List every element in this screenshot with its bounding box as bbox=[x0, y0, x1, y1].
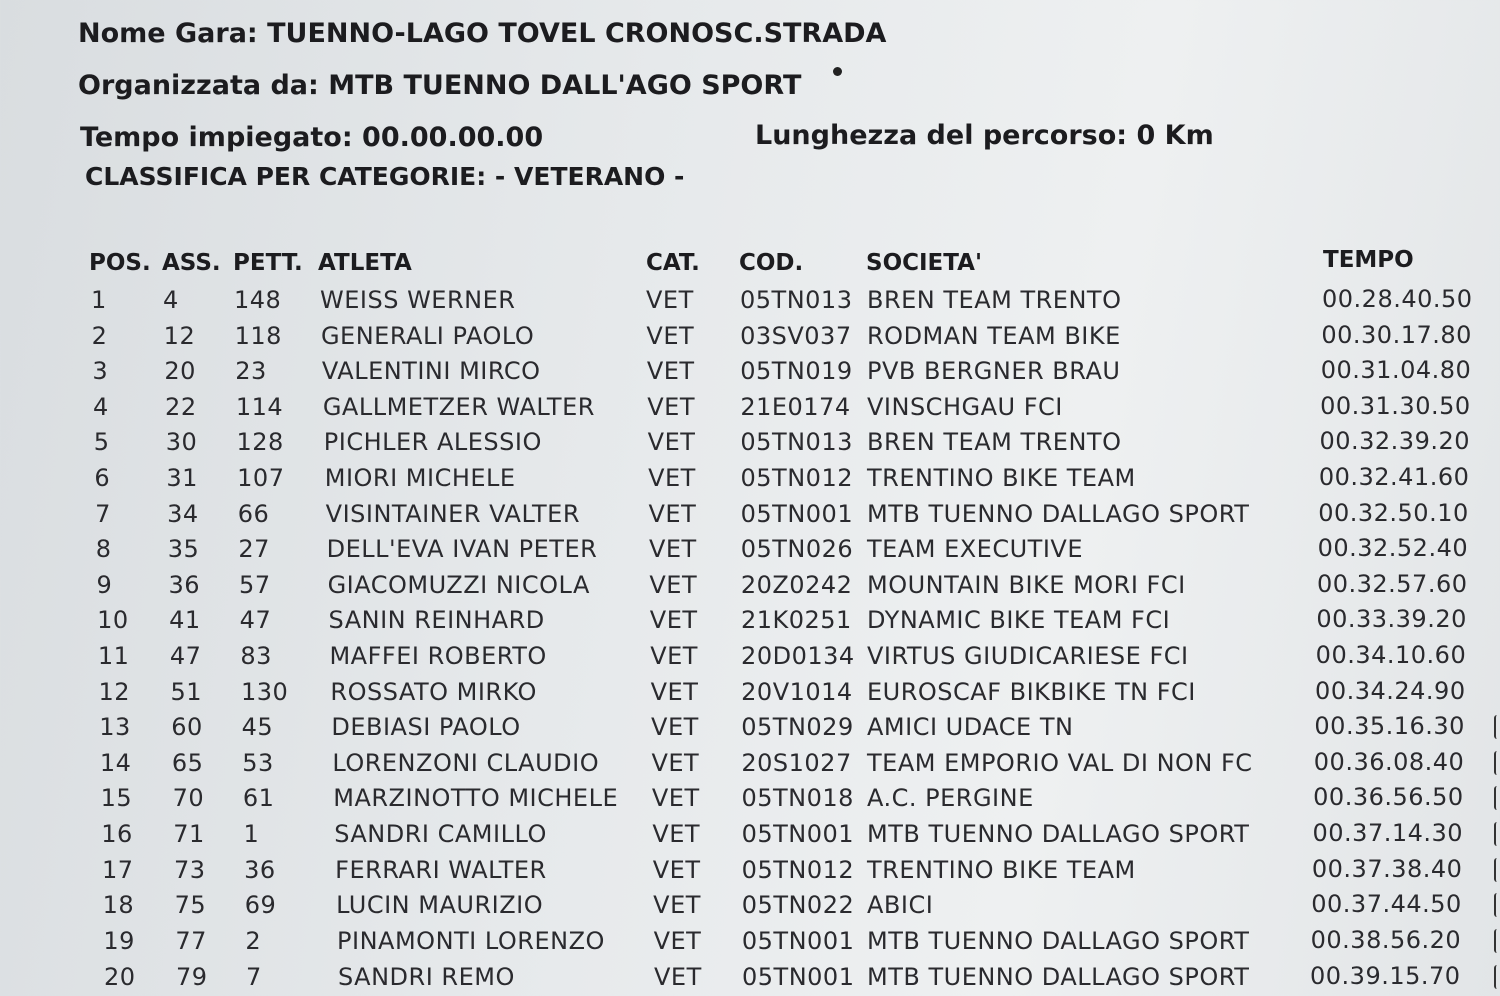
course-length: Lunghezza del percorso: 0 Km bbox=[755, 120, 1214, 151]
cell-ass: 65 bbox=[171, 748, 204, 777]
cell-cat: VET bbox=[651, 713, 699, 742]
cell-cod: 05TN019 bbox=[740, 357, 853, 386]
cell-pett: 53 bbox=[242, 748, 274, 777]
cell-pos: 17 bbox=[101, 855, 134, 884]
cell-pett: 107 bbox=[237, 464, 285, 493]
cell-pos: 8 bbox=[95, 535, 112, 564]
cell-pos: 15 bbox=[100, 784, 133, 813]
cell-cat: VET bbox=[647, 428, 696, 457]
cell-cod: 05TN018 bbox=[741, 784, 854, 813]
cell-pos: 20 bbox=[104, 962, 136, 991]
cut-off-column-mark bbox=[1494, 786, 1500, 810]
cell-ass: 41 bbox=[169, 606, 201, 635]
cell-ass: 75 bbox=[174, 891, 207, 920]
cell-cod: 05TN013 bbox=[740, 428, 853, 457]
col-header-cat: CAT. bbox=[646, 250, 700, 276]
cell-societa: VINSCHGAU FCI bbox=[867, 392, 1063, 421]
cell-pos: 6 bbox=[94, 464, 111, 493]
cell-ass: 12 bbox=[163, 321, 196, 350]
cell-tempo: 00.33.39.20 bbox=[1316, 605, 1467, 634]
cell-tempo: 00.37.44.50 bbox=[1311, 890, 1462, 919]
cell-atleta: SANDRI REMO bbox=[338, 962, 515, 991]
cell-societa: TRENTINO BIKE TEAM bbox=[867, 855, 1136, 884]
cell-pett: 83 bbox=[240, 642, 272, 671]
cell-cat: VET bbox=[648, 535, 697, 564]
cell-societa: MTB TUENNO DALLAGO SPORT bbox=[867, 820, 1250, 849]
cell-cod: 05TN013 bbox=[740, 286, 853, 314]
cut-off-column-mark bbox=[1494, 822, 1500, 846]
col-header-atleta: ATLETA bbox=[318, 250, 412, 276]
cell-cat: VET bbox=[651, 784, 700, 813]
col-header-ass: ASS. bbox=[162, 250, 221, 276]
cell-ass: 4 bbox=[163, 286, 179, 314]
cell-ass: 34 bbox=[167, 499, 199, 528]
cell-pos: 19 bbox=[103, 926, 135, 955]
cell-atleta: SANIN REINHARD bbox=[328, 606, 545, 635]
cell-tempo: 00.28.40.50 bbox=[1322, 285, 1473, 313]
cell-cat: VET bbox=[654, 962, 702, 991]
cell-cat: VET bbox=[651, 748, 700, 777]
cell-pos: 11 bbox=[97, 642, 130, 671]
cell-atleta: LORENZONI CLAUDIO bbox=[332, 748, 600, 777]
cell-atleta: DEBIASI PAOLO bbox=[331, 713, 521, 742]
cell-cod: 05TN022 bbox=[741, 891, 855, 920]
cell-tempo: 00.36.08.40 bbox=[1313, 747, 1465, 776]
cell-cod: 05TN001 bbox=[741, 926, 855, 955]
cell-cod: 05TN001 bbox=[740, 499, 854, 528]
cell-ass: 36 bbox=[168, 570, 201, 599]
cell-cat: VET bbox=[653, 926, 702, 955]
cell-tempo: 00.35.16.30 bbox=[1314, 712, 1465, 741]
cell-ass: 60 bbox=[171, 713, 203, 742]
cell-societa: MOUNTAIN BIKE MORI FCI bbox=[867, 570, 1186, 599]
cell-atleta: SANDRI CAMILLO bbox=[334, 820, 547, 849]
cell-tempo: 00.31.30.50 bbox=[1320, 391, 1471, 420]
cell-pos: 4 bbox=[93, 392, 109, 421]
cell-tempo: 00.38.56.20 bbox=[1310, 925, 1462, 954]
cell-atleta: DELL'EVA IVAN PETER bbox=[326, 535, 598, 564]
organizer: Organizzata da: MTB TUENNO DALL'AGO SPORT bbox=[78, 70, 802, 101]
cell-cod: 05TN026 bbox=[740, 535, 854, 564]
cell-atleta: PINAMONTI LORENZO bbox=[337, 926, 605, 955]
cell-societa: MTB TUENNO DALLAGO SPORT bbox=[867, 499, 1250, 528]
cell-pett: 57 bbox=[239, 570, 271, 599]
cell-pos: 3 bbox=[92, 357, 109, 386]
cell-atleta: MARZINOTTO MICHELE bbox=[333, 784, 619, 813]
cell-pett: 118 bbox=[234, 321, 282, 350]
cell-ass: 51 bbox=[170, 677, 203, 706]
cell-tempo: 00.37.38.40 bbox=[1311, 854, 1463, 883]
cut-off-column-mark bbox=[1494, 751, 1500, 775]
cell-cod: 05TN012 bbox=[741, 855, 855, 884]
cell-pos: 18 bbox=[102, 891, 135, 920]
cell-cod: 05TN001 bbox=[742, 962, 855, 991]
cell-pett: 66 bbox=[237, 499, 270, 528]
cell-pett: 148 bbox=[234, 286, 282, 314]
cell-cat: VET bbox=[648, 464, 696, 493]
cell-cod: 05TN029 bbox=[741, 713, 854, 742]
cell-pett: 114 bbox=[235, 392, 284, 421]
cell-cod: 20S1027 bbox=[741, 748, 852, 777]
cell-tempo: 00.30.17.80 bbox=[1321, 320, 1472, 349]
cell-societa: TRENTINO BIKE TEAM bbox=[867, 464, 1136, 493]
cell-cat: VET bbox=[650, 677, 699, 706]
col-header-pett: PETT. bbox=[233, 250, 303, 276]
cell-atleta: WEISS WERNER bbox=[320, 286, 516, 314]
cell-tempo: 00.39.15.70 bbox=[1310, 961, 1461, 990]
cell-cat: VET bbox=[646, 321, 695, 350]
cell-cat: VET bbox=[653, 891, 701, 920]
cell-atleta: MIORI MICHELE bbox=[324, 464, 516, 493]
cell-atleta: FERRARI WALTER bbox=[335, 855, 547, 884]
cell-pos: 5 bbox=[93, 428, 110, 457]
cell-cod: 03SV037 bbox=[740, 321, 852, 350]
cell-pos: 1 bbox=[91, 286, 107, 314]
cell-atleta: GENERALI PAOLO bbox=[320, 321, 535, 350]
cell-pett: 130 bbox=[240, 677, 289, 706]
cut-off-column-mark bbox=[1494, 965, 1500, 989]
cell-ass: 31 bbox=[166, 464, 198, 493]
ink-dot bbox=[833, 67, 842, 76]
cell-societa: BREN TEAM TRENTO bbox=[867, 428, 1122, 457]
cell-ass: 22 bbox=[165, 392, 197, 421]
cell-ass: 20 bbox=[164, 357, 196, 386]
cell-pett: 23 bbox=[235, 357, 267, 386]
cell-pett: 45 bbox=[241, 713, 274, 742]
cell-pos: 10 bbox=[97, 606, 129, 635]
cell-ass: 79 bbox=[176, 962, 208, 991]
cell-cod: 20V1014 bbox=[741, 677, 853, 706]
cell-cat: VET bbox=[646, 286, 694, 314]
cell-cod: 20D0134 bbox=[741, 642, 855, 671]
cell-societa: PVB BERGNER BRAU bbox=[867, 357, 1121, 386]
cell-atleta: GALLMETZER WALTER bbox=[322, 392, 595, 421]
cell-tempo: 00.32.50.10 bbox=[1318, 498, 1469, 527]
cell-societa: A.C. PERGINE bbox=[867, 784, 1034, 813]
col-header-pos: POS. bbox=[89, 250, 151, 276]
col-header-societa: SOCIETA' bbox=[866, 250, 983, 276]
cell-tempo: 00.36.56.50 bbox=[1313, 783, 1464, 812]
cell-cat: VET bbox=[650, 642, 698, 671]
cell-pos: 2 bbox=[91, 321, 108, 350]
cell-atleta: GIACOMUZZI NICOLA bbox=[327, 570, 590, 599]
cut-off-column-mark bbox=[1494, 858, 1500, 882]
cell-cod: 20Z0242 bbox=[740, 570, 853, 599]
cell-pett: 61 bbox=[242, 784, 275, 813]
cell-societa: TEAM EMPORIO VAL DI NON FC bbox=[867, 748, 1253, 777]
cell-pos: 12 bbox=[98, 677, 131, 706]
cell-pett: 128 bbox=[236, 428, 284, 457]
cell-pett: 1 bbox=[243, 820, 260, 849]
col-header-tempo: TEMPO bbox=[1323, 247, 1414, 273]
cell-cat: VET bbox=[649, 606, 698, 635]
cell-atleta: ROSSATO MIRKO bbox=[330, 677, 537, 706]
cut-off-column-mark bbox=[1494, 893, 1500, 917]
cell-societa: MTB TUENNO DALLAGO SPORT bbox=[867, 962, 1250, 991]
cell-cat: VET bbox=[652, 820, 701, 849]
ranking-category: CLASSIFICA PER CATEGORIE: - VETERANO - bbox=[85, 162, 685, 191]
cell-pett: 27 bbox=[238, 535, 270, 564]
cell-tempo: 00.32.41.60 bbox=[1318, 463, 1470, 492]
cell-societa: DYNAMIC BIKE TEAM FCI bbox=[867, 606, 1171, 635]
cell-societa: TEAM EXECUTIVE bbox=[867, 535, 1083, 564]
cell-pos: 14 bbox=[99, 748, 132, 777]
cell-atleta: VISINTAINER VALTER bbox=[325, 499, 581, 528]
cell-societa: AMICI UDACE TN bbox=[867, 713, 1074, 742]
cell-pos: 13 bbox=[99, 713, 131, 742]
cell-ass: 47 bbox=[169, 642, 202, 671]
cell-ass: 30 bbox=[165, 428, 198, 457]
cell-societa: MTB TUENNO DALLAGO SPORT bbox=[867, 926, 1250, 955]
cell-tempo: 00.32.52.40 bbox=[1317, 534, 1469, 563]
cell-tempo: 00.34.24.90 bbox=[1315, 676, 1466, 705]
cell-cod: 21K0251 bbox=[740, 606, 852, 635]
cell-tempo: 00.37.14.30 bbox=[1312, 819, 1464, 848]
cell-tempo: 00.32.39.20 bbox=[1319, 427, 1471, 456]
cell-ass: 73 bbox=[173, 855, 206, 884]
cell-cod: 05TN001 bbox=[741, 820, 855, 849]
cell-ass: 35 bbox=[167, 535, 200, 564]
cell-societa: BREN TEAM TRENTO bbox=[867, 286, 1122, 314]
col-header-cod: COD. bbox=[739, 250, 804, 276]
cell-cat: VET bbox=[649, 570, 698, 599]
cell-pett: 36 bbox=[244, 855, 276, 884]
cell-tempo: 00.32.57.60 bbox=[1316, 569, 1468, 598]
cell-atleta: MAFFEI ROBERTO bbox=[329, 642, 547, 671]
cell-ass: 71 bbox=[173, 820, 205, 849]
cell-cat: VET bbox=[647, 392, 695, 421]
cell-societa: EUROSCAF BIKBIKE TN FCI bbox=[867, 677, 1196, 706]
race-name: Nome Gara: TUENNO-LAGO TOVEL CRONOSC.STRADA bbox=[78, 18, 887, 49]
cell-atleta: PICHLER ALESSIO bbox=[323, 428, 542, 457]
cell-cat: VET bbox=[648, 499, 697, 528]
cell-atleta: VALENTINI MIRCO bbox=[321, 357, 541, 386]
cell-ass: 77 bbox=[175, 926, 207, 955]
cell-atleta: LUCIN MAURIZIO bbox=[336, 891, 544, 920]
cell-societa: RODMAN TEAM BIKE bbox=[867, 321, 1121, 350]
cell-tempo: 00.31.04.80 bbox=[1320, 356, 1472, 385]
cut-off-column-mark bbox=[1494, 929, 1500, 953]
cell-cat: VET bbox=[646, 357, 695, 386]
cell-pos: 16 bbox=[101, 820, 133, 849]
cell-societa: VIRTUS GIUDICARIESE FCI bbox=[867, 642, 1189, 671]
cell-cod: 21E0174 bbox=[740, 392, 851, 421]
cell-pett: 7 bbox=[246, 962, 262, 991]
cell-ass: 70 bbox=[172, 784, 205, 813]
cell-tempo: 00.34.10.60 bbox=[1315, 641, 1467, 670]
time-used: Tempo impiegato: 00.00.00.00 bbox=[80, 122, 544, 153]
cell-pos: 7 bbox=[95, 499, 111, 528]
cell-pett: 69 bbox=[244, 891, 277, 920]
cell-pos: 9 bbox=[96, 570, 113, 599]
cell-societa: ABICI bbox=[867, 891, 934, 920]
cell-pett: 2 bbox=[245, 926, 262, 955]
cell-cat: VET bbox=[652, 855, 701, 884]
cut-off-column-mark bbox=[1494, 715, 1500, 739]
cell-cod: 05TN012 bbox=[740, 464, 853, 493]
cell-pett: 47 bbox=[239, 606, 272, 635]
